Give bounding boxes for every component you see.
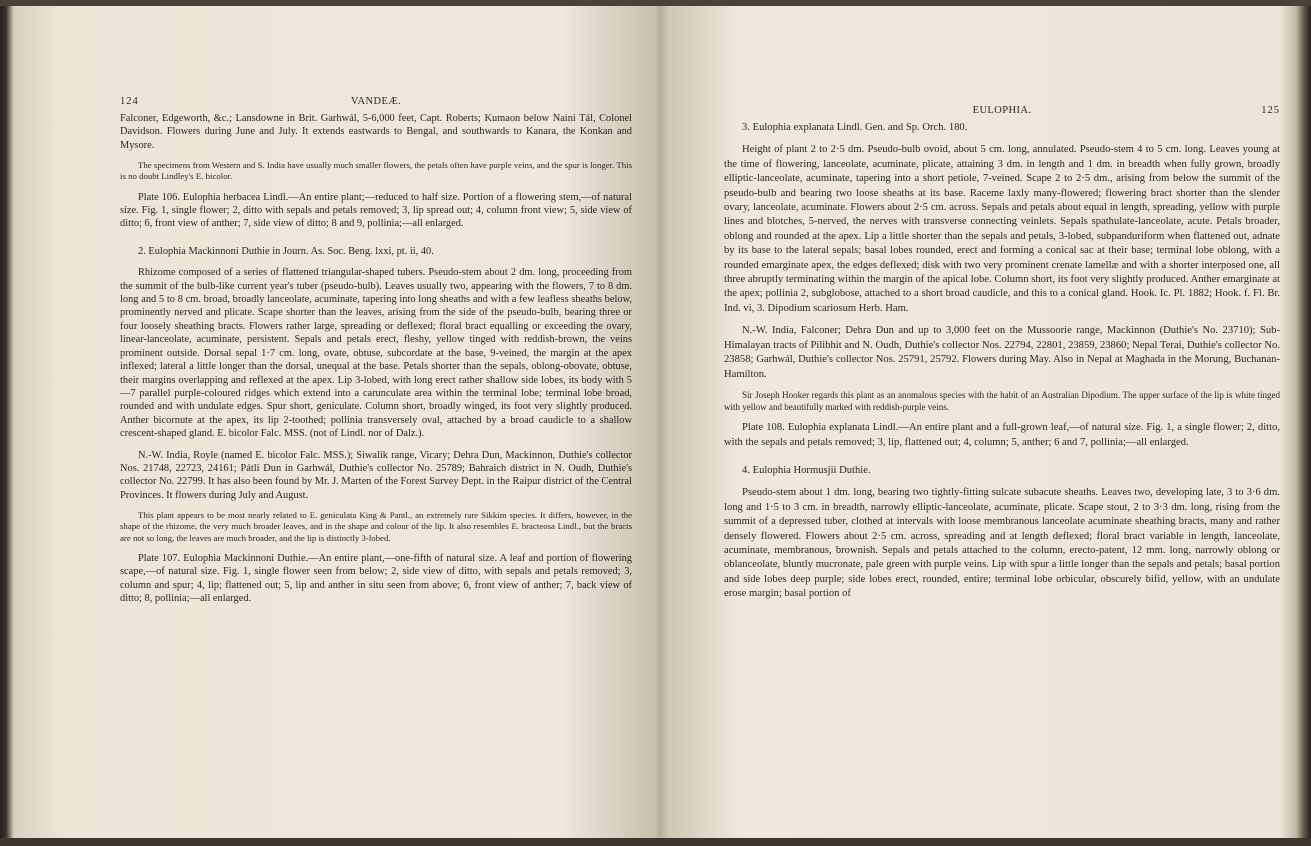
- species-heading-mackinnoni: 2. Eulophia Mackinnoni Duthie in Journ. As. Soc. Beng. lxxi, pt. ii, 40.: [138, 245, 434, 257]
- right-description: Height of plant 2 to 2·5 dm. Pseudo-bulb ovoid, about 5 cm. long, annulated. Pseudo-stem 4 to 5 cm. long. Leaves young at the time of flowering, lanceolate, acuminate, plicate, attaining 3 dm. in length and 1 dm. in breadth when fully grown, broadly elliptic-lanceolate, acuminate, tapering into a short petiole, 7-veined. Scape 2 to 2·5 dm., arising from below the summit of the pseudo-bulb and bearing two loose sheaths at its base. Raceme laxly many-flowered; flowering bract shorter than the slender ovary, lanceolate, acuminate. Flowers about 2·5 cm. across. Sepals and petals about equal in length, spreading, yellow with purple lines and blotches, 5-nerved, the nerves with transverse connecting veinlets. Sepals spathulate-lanceolate, acute. Petals broader, oblong and rounded at the apex. Lip a little shorter than the sepals and petals, 3-lobed, subpanduriform when flattened out, adnate by its base to the lateral sepals; basal lobes rounded, erect and forming a conical sac at their base; terminal lobe oblong, with a rounded emarginate apex, the edges deflexed; disk with two very prominent crenate lamellæ and with a shorter interposed one, all three abruptly terminating within the margin of the apical lobe. Column short, its foot very slightly produced. Anther emarginate at the apex; pollinia 2, subglobose, attached to a short broad caudicle, and this to a conical gland. Hook. Ic. Pl. 1882; Hook. f. Fl. Br. Ind. vi, 3. Dipodium scariosum Herb. Ham.: [724, 144, 1280, 314]
- right-distribution: N.-W. India, Falconer; Dehra Dun and up to 3,000 feet on the Mussoorie range, Mackinnon (Duthie's No. 23710); Sub-Himalayan tracts of Pilibhit and N. Oudh, Duthie's collector Nos. 22794, 22801, 23859, 23860; Nepal Terai, Duthie's collector No. 23858; Garhwál, Duthie's collector Nos. 25791, 25792. Flowers during May. Also in Nepal at Maghada in the Morung, Buchanan-Hamilton.: [724, 325, 1280, 380]
- left-running-head: [120, 96, 632, 112]
- right-plate-108: Plate 108. Eulophia explanata Lindl.—An entire plant and a full-grown leaf,—of natural size. Fig. 1, a single flower; 2, ditto, with the sepals and petals removed; 3, lip, flattened out; 4, column; 5, anther; 6 and 7, pollinia;—all enlarged.: [724, 422, 1280, 448]
- left-page: [120, 96, 632, 613]
- species-heading-hormusjii: 4. Eulophia Hormusjii Duthie.: [742, 464, 871, 476]
- left-running-title: VANDEÆ.: [350, 96, 402, 107]
- left-note-1: The specimens from Western and S. India have usually much smaller flowers, the petals often have purple veins, and the spur is longer. This is no doubt Lindley's E. bicolor.: [120, 160, 632, 182]
- book-bottom-edge: [0, 838, 1311, 846]
- species-heading-explanata: 3. Eulophia explanata Lindl. Gen. and Sp. Orch. 180.: [742, 122, 968, 133]
- left-distribution: N.-W. India, Royle (named E. bicolor Falc. MSS.); Siwalik range, Vicary; Dehra Dun, Mackinnon, Duthie's collector Nos. 21748, 22723, 24161; Pátli Dun in Garhwál, Duthie's collector No. 25789; Bahraich district in N. Oudh, Duthie's collector No. 22799. It has also been found by Mr. J. Marten of the Forest Survey Dept. in the Raipur district of the Central Provinces. It flowers during July and August.: [120, 449, 632, 501]
- right-page: [724, 105, 1280, 610]
- left-plate-107: Plate 107. Eulophia Mackinnoni Duthie.—An entire plant,—one-fifth of natural size. A leaf and portion of flowering scape,—of natural size. Fig. 1, single flower seen from below; 2, side view of ditto, with sepals and petals removed; 3, column and spur; 4, lip; flattened out; 5, lip and anther in situ seen from above; 6, front view of anther; 7, back view of ditto; 8, pollinia;—all enlarged.: [120, 552, 632, 604]
- right-running-head: [724, 105, 1280, 121]
- right-running-title: EULOPHIA.: [972, 105, 1032, 116]
- left-paragraph-1: Falconer, Edgeworth, &c.; Lansdowne in Brit. Garhwál, 5-6,000 feet, Capt. Roberts; Kumaon below Naini Tál, Colonel Davidson. Flowers during June and July. It extends eastwards to Bengal, and southwards to Kanara, the Konkan and Mysore.: [120, 113, 632, 151]
- left-plate-106: Plate 106. Eulophia herbacea Lindl.—An entire plant;—reduced to half size. Portion of a flowering stem,—of natural size. Fig. 1, single flower; 2, ditto with sepals and petals removed; 3, lip spread out; 4, column front view; 5, side view of ditto; 6, front view of anther; 7, side view of ditto; 8 and 9, pollinia;—all enlarged.: [120, 191, 632, 230]
- right-note: Sir Joseph Hooker regards this plant as an anomalous species with the habit of an Australian Dipodium. The upper surface of the lip is white tinged with yellow and beautifully marked with reddish-purple veins.: [724, 389, 1280, 412]
- right-description-hormusjii: Pseudo-stem about 1 dm. long, bearing two tightly-fitting sulcate subacute sheaths. Leaves two, developing late, 3 to 3·6 dm. long and 1·5 to 3 cm. in breadth, narrowly elliptic-lanceolate, acuminate, plicate. Scape stout, 2 to 3·3 dm. long, rising from the summit of a depressed tuber, clothed at intervals with loose membranous lanceolate acuminate sheathing bracts, many and rather densely flowered. Flowers about 2·5 cm. across, spreading and at length deflexed; floral bract variable in length, lanceolate, acuminate, membranous, brownish. Sepals and petals attached to the column, erecto-patent, 12 mm. long, narrowly oblong or oblanceolate, bluntly mucronate, pale green with purple veins. Lip with spur a little longer than the sepals and petals; basal portion and side lobes deep purple; side lobes erect, rounded, entire; terminal lobe orbicular, obscurely bifid, yellow, with an undulate erose margin; basal portion of: [724, 487, 1280, 600]
- right-page-number: 125: [1261, 105, 1280, 116]
- book-top-edge: [0, 0, 1311, 6]
- left-page-number: 124: [120, 96, 139, 107]
- left-description: Rhizome composed of a series of flattened triangular-shaped tubers. Pseudo-stem about 2 dm. long, proceeding from the summit of the bulb-like current year's tuber (pseudo-bulb). Leaves usually two, appearing with the flowers, 7 to 8 dm. long and 5 to 8 cm. broad, broadly lanceolate, acuminate, tapering into long sheaths and with a few leafless sheaths below, prominently nerved and plicate. Scape shorter than the leaves, arising from the side of the pseudo-bulb, bearing three or four loosely sheathing bracts. Flowers rather large, spreading or deflexed; floral bract equalling or exceeding the ovary, linear-lanceolate, acuminate, persistent. Sepals and petals erect, fleshy, yellow tinged with reddish-brown, the veins prominent outside. Dorsal sepal 1·7 cm. long, ovate, obtuse, subcordate at the base, 9-veined, the margin at the apex inflexed; lateral a little longer than the dorsal, unequal at the base. Petals shorter than the sepals, oblong-obovate, obtuse, their margins overlapping and reflexed at the apex. Lip 3-lobed, with long erect rather shallow side lobes, its body with 5—7 parallel purple-coloured ridges which extend into a carunculate area within the terminal lobe; terminal lobe broad, rounded and with undulate edges. Spur short, geniculate. Column short, broadly winged, its foot very slightly produced. Anther bicornute at the apex, its lip 2-toothed; pollinia transversely oval, attached by a broad caudicle to a shallow crescent-shaped gland. E. bicolor Falc. MSS. (not of Lindl. nor of Dalz.).: [120, 267, 632, 440]
- left-note-2: This plant appears to be most nearly related to E. geniculata King & Pantl., an extremely rare Sikkim species. It differs, however, in the shape of the rhizome, the very much broader leaves, and in the shape and colour of the lip. It also resembles E. bracteosa Lindl., but the bracts are not so long, the leaves are much broader, and the lip is distinctly 3-lobed.: [120, 510, 632, 543]
